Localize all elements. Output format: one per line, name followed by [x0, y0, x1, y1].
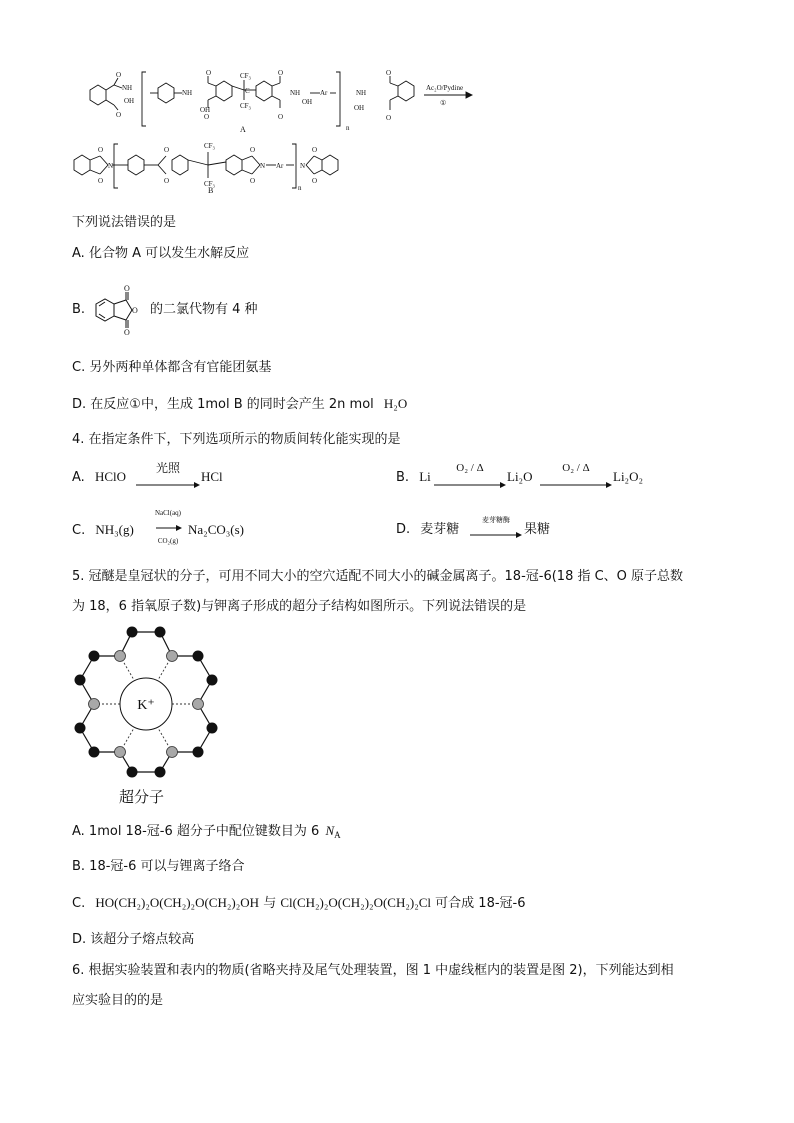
q5-option-A-NA: N — [325, 823, 335, 838]
svg-text:O: O — [204, 113, 210, 121]
svg-text:CF₃: CF₃ — [240, 102, 252, 110]
q4-option-B — [396, 468, 431, 487]
svg-text:O: O — [386, 69, 392, 77]
svg-text:NH: NH — [122, 84, 133, 92]
q4-option-B-arrow1 — [434, 462, 506, 493]
crown-ether-diagram — [66, 622, 226, 782]
q6-stem-line1: 6. 根据实验装置和表内的物质(省略夹持及尾气处理装置，图 1 中虚线框内的装置是图 2)，下列能达到相 — [72, 963, 674, 978]
q3-option-A — [72, 245, 249, 263]
svg-text:OH: OH — [354, 104, 365, 112]
q4-option-D-condition: 麦芽糖酶 — [482, 516, 510, 524]
q5-stem-line1: 5. 冠醚是皇冠状的分子，可用不同大小的空穴适配不同大小的碱金属离子。18-冠-6(18 指 C、O 原子总数 — [72, 569, 684, 584]
svg-text:N: N — [300, 162, 306, 170]
q3-option-D-formula: H₂O — [383, 396, 408, 411]
compound-A-label: A — [240, 125, 246, 134]
q3-option-D-text: 在反应①中，生成 1mol B 的同时会产生 2n mol — [90, 397, 374, 412]
q3-option-A-text: 化合物 A 可以发生水解反应 — [88, 246, 250, 261]
svg-text:C: C — [245, 87, 250, 95]
q4-option-B-key: B. — [396, 470, 410, 485]
svg-text:n: n — [346, 124, 350, 132]
svg-text:NH: NH — [290, 89, 301, 97]
supramolecule-caption: 超分子 — [119, 788, 165, 806]
compound-B-label: B — [208, 186, 214, 194]
svg-text:NH: NH — [356, 89, 367, 97]
svg-text:O: O — [132, 306, 138, 315]
q4-option-C-condition-bottom: CO₂(g) — [157, 537, 179, 545]
q4-option-B-mid: Li₂O — [507, 469, 533, 484]
svg-text:n: n — [298, 184, 302, 192]
q5-option-C-mid: 与 — [263, 896, 277, 911]
q4-option-C — [72, 521, 134, 540]
q5-option-C-tail: 可合成 18-冠-6 — [435, 896, 526, 911]
q3-option-D-key: D. — [72, 397, 87, 412]
q4-option-B-condition1: O₂ / Δ — [456, 462, 484, 474]
svg-text:O: O — [164, 177, 170, 185]
svg-text:OH: OH — [302, 98, 313, 106]
svg-text:O: O — [124, 328, 130, 336]
q3-option-B-text: 的二氯代物有 4 种 — [150, 302, 258, 317]
q3-option-B — [72, 301, 85, 319]
q5-option-C — [72, 894, 526, 913]
q4-option-A-from: HClO — [94, 469, 126, 484]
svg-text:O: O — [116, 111, 122, 119]
q4-option-A-key: A. — [72, 470, 85, 485]
svg-text:CF₃: CF₃ — [204, 142, 216, 150]
svg-text:CF₃: CF₃ — [204, 180, 216, 188]
svg-text:O: O — [250, 146, 256, 154]
reaction-scheme-A — [80, 68, 480, 136]
q5-option-A — [72, 822, 341, 844]
svg-text:NH: NH — [182, 89, 193, 97]
q3-option-B-key: B. — [72, 302, 86, 317]
svg-text:Ar: Ar — [276, 162, 284, 170]
q4-stem: 4. 在指定条件下，下列选项所示的物质间转化能实现的是 — [72, 432, 401, 447]
q4-option-A-condition: 光照 — [155, 461, 180, 475]
q4-option-D — [396, 521, 459, 539]
svg-text:O: O — [312, 177, 318, 185]
q5-option-A-text: A. 1mol 18-冠-6 超分子中配位键数目为 6 — [72, 824, 320, 839]
svg-text:CF₃: CF₃ — [240, 72, 252, 80]
q3-option-C-key: C. — [72, 360, 86, 375]
svg-text:Ar: Ar — [320, 89, 328, 97]
q5-option-C-formula1: HO(CH₂)₂O(CH₂)₂O(CH₂)₂OH — [95, 895, 260, 910]
svg-text:O: O — [124, 284, 130, 293]
svg-text:O: O — [116, 71, 122, 79]
potassium-ion-label: K⁺ — [137, 698, 155, 713]
q4-option-C-from: NH₃(g) — [95, 522, 134, 537]
step-label: ① — [440, 99, 447, 107]
svg-text:O: O — [164, 146, 170, 154]
q4-option-C-condition-top: NaCl(aq) — [154, 509, 182, 517]
q4-option-B-arrow2 — [540, 462, 612, 493]
q3-option-A-key: A. — [72, 246, 85, 261]
reagent-label: Ac₂O/Pydine — [426, 84, 464, 92]
q5-stem-line2: 为 18，6 指氧原子数)与钾离子形成的超分子结构如图所示。下列说法错误的是 — [72, 599, 527, 614]
q4-option-B-from: Li — [419, 469, 431, 484]
svg-text:N: N — [260, 162, 266, 170]
q3-stem: 下列说法错误的是 — [72, 215, 177, 230]
q5-option-A-NA-sub: A — [334, 830, 341, 840]
q4-option-A — [72, 468, 126, 487]
svg-text:O: O — [250, 177, 256, 185]
q4-option-A-arrow — [136, 462, 200, 493]
svg-text:OH: OH — [124, 97, 135, 105]
svg-text:O: O — [98, 177, 104, 185]
q3-option-D — [72, 395, 407, 414]
svg-text:O: O — [278, 113, 284, 121]
q4-option-D-arrow — [470, 516, 522, 543]
q4-option-D-to: 果糖 — [524, 522, 551, 537]
q6-stem-line2: 应实验目的的是 — [72, 993, 164, 1008]
q3-option-C — [72, 359, 271, 377]
q4-option-D-key: D. — [396, 522, 411, 537]
q4-option-B-to: Li₂O₂ — [613, 469, 644, 484]
q5-option-C-formula2: Cl(CH₂)₂O(CH₂)₂O(CH₂)₂Cl — [280, 895, 432, 910]
phthalic-anhydride-structure — [92, 284, 152, 336]
reaction-scheme-B — [68, 136, 358, 194]
svg-text:O: O — [206, 69, 212, 77]
q5-option-B: B. 18-冠-6 可以与锂离子络合 — [72, 859, 245, 874]
q4-option-D-from: 麦芽糖 — [420, 522, 460, 537]
q4-option-B-condition2: O₂ / Δ — [562, 462, 590, 474]
q3-option-C-text: 另外两种单体都含有官能团氨基 — [89, 360, 272, 375]
svg-text:O: O — [278, 69, 284, 77]
svg-text:OH: OH — [200, 106, 211, 114]
svg-text:O: O — [98, 146, 104, 154]
q4-option-A-to: HCl — [201, 469, 223, 484]
q5-option-C-key: C. — [72, 896, 86, 911]
svg-text:O: O — [386, 114, 392, 122]
q5-option-D: D. 该超分子熔点较高 — [72, 932, 195, 947]
q4-option-C-to: Na₂CO₃(s) — [188, 522, 244, 537]
svg-text:O: O — [312, 146, 318, 154]
svg-text:N: N — [108, 162, 114, 170]
q4-option-C-key: C. — [72, 523, 86, 538]
q4-option-C-arrow — [150, 509, 186, 546]
